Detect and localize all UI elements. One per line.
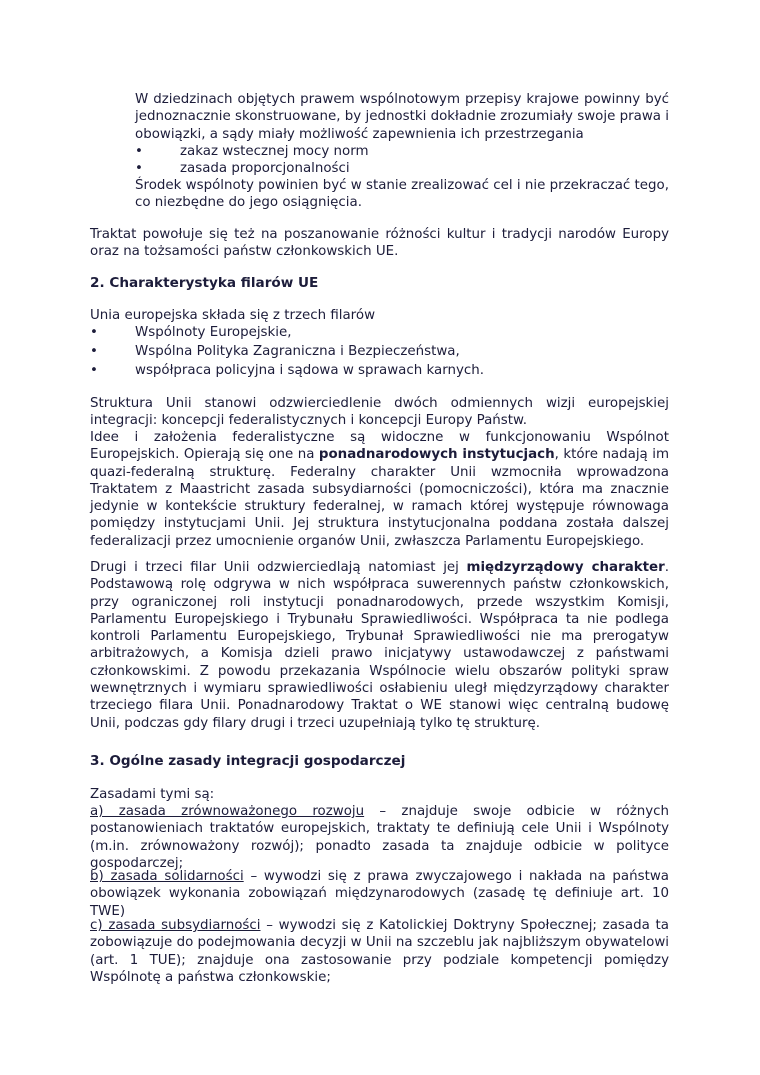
structure-paragraph: Struktura Unii stanowi odzwierciedlenie dwóch odmiennych wizji europejskiej integracji: koncepcji federalistycznych i koncepcji Europy Państw.: [90, 396, 669, 429]
pillar-text: Wspólnoty Europejskie,: [135, 325, 292, 340]
bullet-icon: •: [90, 363, 98, 378]
pillar-item: [90, 324, 669, 342]
pillar-text: Wspólna Polityka Zagraniczna i Bezpieczeństwa,: [135, 344, 460, 359]
treaty-paragraph: Traktat powołuje się też na poszanowanie różności kultur i tradycji narodów Europy oraz na tożsamości państw członkowskich UE.: [90, 227, 669, 260]
bullet-item: [135, 143, 669, 161]
principle-item: [90, 868, 669, 920]
section-2-heading: 2. Charakterystyka filarów UE: [90, 275, 319, 291]
bullet-icon: •: [90, 344, 98, 359]
principle-text: – znajduje swoje odbicie w różnych postanowieniach traktatów europejskich, traktaty te definiują cele Unii i Wspólnoty (m.in. zrównoważony rozwój); ponadto zasada ta znajduje odbicie w polityce gospodarczej;: [90, 804, 669, 871]
intergov-emphasis: międzyrządowy charakter: [466, 560, 665, 575]
federal-text-start: Idee i założenia federalistyczne są widoczne w funkcjonowaniu Wspólnot Europejskich. Opierają się one na: [90, 430, 669, 463]
bullet-icon: •: [135, 161, 143, 176]
section-3-heading: 3. Ogólne zasady integracji gospodarczej: [90, 753, 406, 769]
principle-text: – wywodzi się z prawa zwyczajowego i nakłada na państwa obowiązek wykonania zobowiązań międzynarodowych (zasadę tę definiuje art. 10 TWE): [90, 869, 669, 919]
section-3-lead: Zasadami tymi są:: [90, 787, 215, 802]
principle-label: b) zasada solidarności: [90, 869, 244, 884]
bullet-icon: •: [135, 144, 143, 159]
pillar-item: [90, 343, 669, 361]
bullet-item: [135, 160, 669, 178]
bullet-text: zasada proporcjonalności: [180, 161, 350, 176]
principle-label: a) zasada zrównoważonego rozwoju: [90, 804, 365, 819]
federal-paragraph: [90, 429, 669, 550]
principle-item: [90, 803, 669, 872]
principle-label: c) zasada subsydiarności: [90, 918, 261, 933]
principle-item: [90, 917, 669, 986]
intro-closing: Środek wspólnoty powinien być w stanie zrealizować cel i nie przekraczać tego, co niezbędne do jego osiągnięcia.: [135, 178, 669, 211]
intro-paragraph: W dziedzinach objętych prawem wspólnotowym przepisy krajowe powinny być jednoznacznie skonstruowane, by jednostki dokładnie zrozumiały swoje prawa i obowiązki, a sądy miały możliwość zapewnienia ich przestrzegania: [135, 92, 669, 142]
section-2-lead: Unia europejska składa się z trzech filarów: [90, 308, 376, 323]
intergov-text-rest: . Podstawową rolę odgrywa w nich współpraca suwerennych państw członkowskich, przy ograniczonej roli instytucji ponadnarodowych, przede wszystkim Komisji, Parlamentu Europejskiego i Trybunału Sprawiedliwości. Współpraca ta nie podlega kontroli Parlamentu Europejskiego, Trybunał Sprawiedliwości nie ma prerogatyw arbitrażowych, a Komisja dzieli prawo inicjatywy ustawodawczej z państwami członkowskimi. Z powodu przekazania Wspólnocie wielu obszarów polityki spraw wewnętrznych i wymiaru sprawiedliwości osłabieniu uległ międzyrządowy charakter trzeciego filara Unii. Ponadnarodowy Traktat o WE stanowi więc centralną budowę Unii, podczas gdy filary drugi i trzeci uzupełniają tylko tę strukturę.: [90, 560, 669, 731]
intergov-text-start: Drugi i trzeci filar Unii odzwierciedlają natomiast jej: [90, 560, 467, 575]
pillar-item: [90, 362, 669, 380]
federal-emphasis: ponadnarodowych instytucjach: [318, 447, 555, 463]
intergovernmental-paragraph: [90, 559, 669, 732]
pillar-text: współpraca policyjna i sądowa w sprawach karnych.: [135, 363, 484, 378]
bullet-text: zakaz wstecznej mocy norm: [180, 144, 369, 159]
federal-text-rest: , które nadają im quazi-federalną strukturę. Federalny charakter Unii wzmocniła wprowadzona Traktatem z Maastricht zasada subsydiarności (pomocniczości), która ma znacznie jedynie w kontekście struktury federalnej, w ramach której występuje równowaga pomiędzy instytucjami Unii. Jej struktura instytucjonalna poddana została dalszej federalizacji przez umocnienie organów Unii, zwłaszcza Parlamentu Europejskiego.: [90, 447, 669, 549]
principle-text: – wywodzi się z Katolickiej Doktryny Społecznej; zasada ta zobowiązuje do podejmowania decyzji w Unii na szczeblu jak najbliższym obywatelowi (art. 1 TUE); znajduje ona zastosowanie przy podziale kompetencji pomiędzy Wspólnotę a państwa członkowskie;: [90, 918, 669, 985]
bullet-icon: •: [90, 325, 98, 340]
